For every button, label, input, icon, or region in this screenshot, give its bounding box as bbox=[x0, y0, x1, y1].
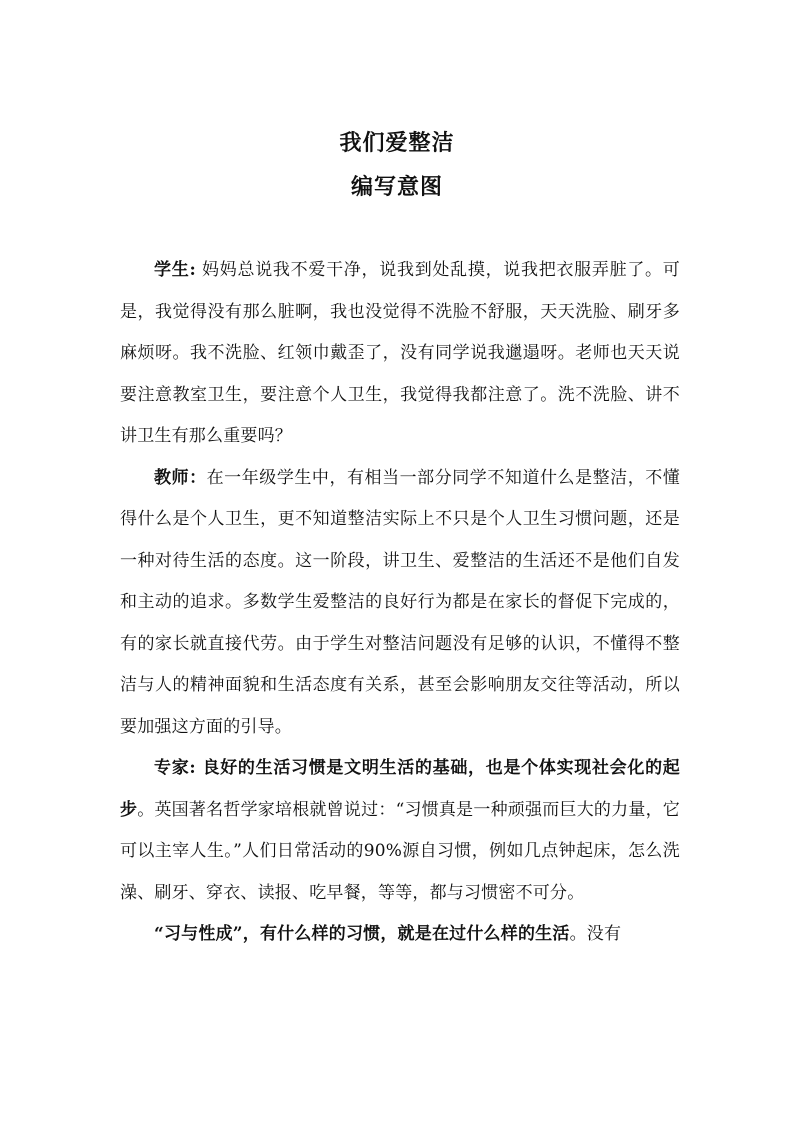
expert-speaker-label: 专家: bbox=[154, 758, 196, 778]
teacher-speaker-label: 教师： bbox=[154, 467, 207, 488]
student-paragraph bbox=[120, 250, 680, 458]
expert-paragraph-text: 。英国著名哲学家培根就曾说过：“习惯真是一种顽强而巨大的力量，它可以主宰人生。”人们日常活动的90%源自习惯，例如几点钟起床，怎么洗澡、刷牙、穿衣、读报、吃早餐，等等，都与习惯密不可分。 bbox=[120, 799, 681, 903]
teacher-paragraph bbox=[120, 458, 680, 749]
document-body bbox=[120, 250, 680, 956]
document-title: 我们爱整洁 bbox=[339, 130, 455, 156]
student-paragraph-text: 妈妈总说我不爱干净，说我到处乱摸，说我把衣服弄脏了。可是，我觉得没有那么脏啊，我也没觉得不洗脸不舒服，天天洗脸、刷牙多麻烦呀。我不洗脸、红领巾戴歪了，没有同学说我邋遢呀。老师也天天说要注意教室卫生，要注意个人卫生，我觉得我都注意了。洗不洗脸、讲不讲卫生有那么重要吗？ bbox=[120, 260, 680, 446]
last-bold-statement: “习与性成”，有什么样的习惯，就是在过什么样的生活 bbox=[154, 924, 570, 944]
last-paragraph-text: 。没有 bbox=[569, 924, 622, 944]
expert-paragraph bbox=[120, 748, 680, 914]
last-paragraph bbox=[120, 914, 680, 956]
document-subtitle: 编写意图 bbox=[350, 174, 443, 200]
expert-bold-statement: 良好的生活习惯是文明生活的基础，也是个体实现社会化的起步 bbox=[120, 758, 680, 820]
teacher-paragraph-text: 在一年级学生中，有相当一部分同学不知道什么是整洁，不懂得什么是个人卫生，更不知道整洁实际上不只是个人卫生习惯问题，还是一种对待生活的态度。这一阶段，讲卫生、爱整洁的生活还不是他们自发和主动的追求。多数学生爱整洁的良好行为都是在家长的督促下完成的，有的家长就直接代劳。由于学生对整洁问题没有足够的认识，不懂得不整洁与人的精神面貌和生活态度有关系，甚至会影响朋友交往等活动，所以要加强这方面的引导。 bbox=[120, 467, 680, 737]
student-speaker-label: 学生: bbox=[154, 260, 196, 280]
